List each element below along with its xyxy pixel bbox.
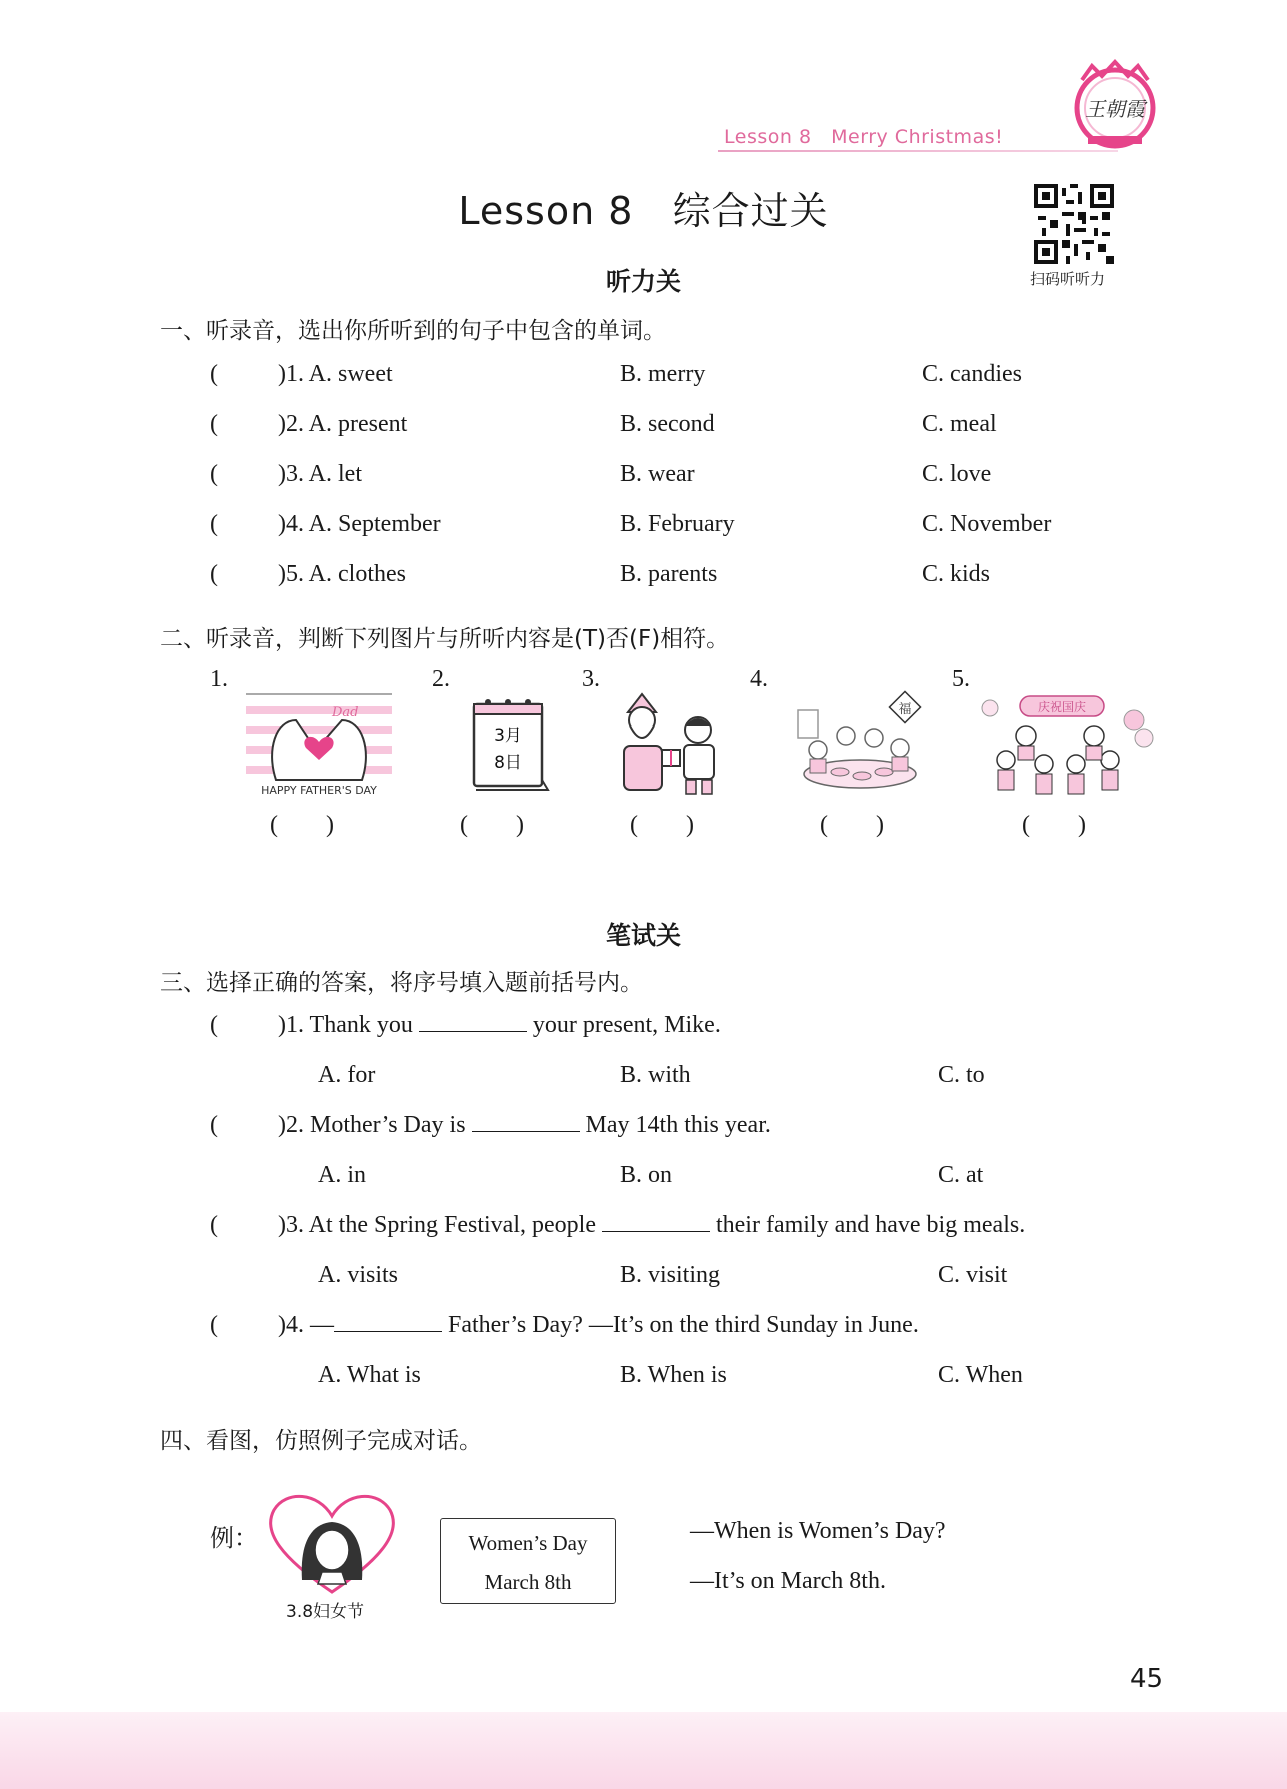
question-row: ( )1. Thank you your present, Mike. <box>0 1005 1287 1045</box>
answer-paren[interactable]: ( ) <box>630 812 694 838</box>
spring-festival-picture <box>788 690 932 798</box>
answer-paren-open[interactable]: ( <box>210 511 218 537</box>
svg-text:8日: 8日 <box>494 753 522 773</box>
answer-paren-open[interactable]: ( <box>210 1112 218 1138</box>
svg-text:HAPPY FATHER'S DAY: HAPPY FATHER'S DAY <box>261 784 377 797</box>
svg-text:王朝霞: 王朝霞 <box>1085 97 1145 121</box>
picture-number: 4. <box>750 666 768 692</box>
options-row: A. in B. on C. at <box>318 1162 984 1188</box>
picture-number: 3. <box>582 666 600 692</box>
answer-paren-open[interactable]: ( <box>210 361 218 387</box>
answer-paren[interactable]: ( ) <box>820 812 884 838</box>
qr-code[interactable] <box>1034 184 1114 264</box>
list-item: ( )5. A. clothes B. parents C. kids <box>0 554 1287 594</box>
card-line-1: Women’s Day <box>468 1531 588 1555</box>
running-header: Lesson 8 Merry Christmas! <box>724 126 1004 148</box>
part2-instruction: 二、听录音，判断下列图片与所听内容是(T)否(F)相符。 <box>160 626 730 652</box>
options-row: A. visits B. visiting C. visit <box>318 1262 1008 1288</box>
picture-number: 2. <box>432 666 450 692</box>
answer-paren[interactable]: ( ) <box>460 812 524 838</box>
calendar-picture <box>462 690 554 798</box>
answer-paren-open[interactable]: ( <box>210 1312 218 1338</box>
list-item: ( )3. A. let B. wear C. love <box>0 454 1287 494</box>
santa-gift-picture <box>612 690 728 798</box>
question-row: ( )2. Mother’s Day is May 14th this year. <box>0 1105 1287 1145</box>
example-caption: 3.8妇女节 <box>286 1602 365 1622</box>
answer-paren-open[interactable]: ( <box>210 1012 218 1038</box>
svg-text:Dad: Dad <box>332 705 359 720</box>
question-row: ( )3. At the Spring Festival, people their family and have big meals. <box>0 1205 1287 1245</box>
header-rule <box>718 150 1118 152</box>
dialogue-answer: —It’s on March 8th. <box>690 1568 886 1594</box>
part4-instruction: 四、看图，仿照例子完成对话。 <box>160 1428 482 1454</box>
publisher-logo <box>1072 58 1158 150</box>
footer-band <box>0 1712 1287 1789</box>
svg-text:福: 福 <box>898 702 912 717</box>
answer-paren[interactable]: ( ) <box>270 812 334 838</box>
list-item: ( )4. A. September B. February C. November <box>0 504 1287 544</box>
picture-number: 5. <box>952 666 970 692</box>
answer-blank[interactable] <box>419 1011 527 1032</box>
answer-paren-open[interactable]: ( <box>210 461 218 487</box>
fathers-day-picture <box>246 690 392 798</box>
page-number: 45 <box>1130 1664 1164 1694</box>
svg-text:3月: 3月 <box>494 726 522 746</box>
answer-blank[interactable] <box>472 1111 580 1132</box>
answer-paren-open[interactable]: ( <box>210 561 218 587</box>
answer-paren-open[interactable]: ( <box>210 411 218 437</box>
womens-day-picture <box>262 1488 402 1604</box>
part3-instruction: 三、选择正确的答案，将序号填入题前括号内。 <box>160 970 643 996</box>
question-row: ( )4. — Father’s Day? —It’s on the third Sunday in June. <box>0 1305 1287 1345</box>
listening-heading: 听力关 <box>605 267 681 296</box>
picture-number: 1. <box>210 666 228 692</box>
answer-blank[interactable] <box>334 1311 442 1332</box>
list-item: ( )2. A. present B. second C. meal <box>0 404 1287 444</box>
svg-text:庆祝国庆: 庆祝国庆 <box>1037 700 1087 714</box>
dialogue-question: —When is Women’s Day? <box>690 1518 946 1544</box>
answer-blank[interactable] <box>602 1211 710 1232</box>
national-day-picture <box>976 690 1154 798</box>
answer-paren[interactable]: ( ) <box>1022 812 1086 838</box>
qr-caption: 扫码听听力 <box>1030 270 1106 288</box>
holiday-card <box>440 1518 616 1604</box>
options-row: A. for B. with C. to <box>318 1062 985 1088</box>
options-row: A. What is B. When is C. When <box>318 1362 1023 1388</box>
part1-instruction: 一、听录音，选出你所听到的句子中包含的单词。 <box>160 318 666 344</box>
page-title: Lesson 8 综合过关 <box>458 189 829 233</box>
answer-paren-open[interactable]: ( <box>210 1212 218 1238</box>
writing-heading: 笔试关 <box>605 921 681 950</box>
card-line-2: March 8th <box>484 1570 572 1594</box>
example-label: 例： <box>210 1524 258 1552</box>
list-item: ( )1. A. sweet B. merry C. candies <box>0 354 1287 394</box>
